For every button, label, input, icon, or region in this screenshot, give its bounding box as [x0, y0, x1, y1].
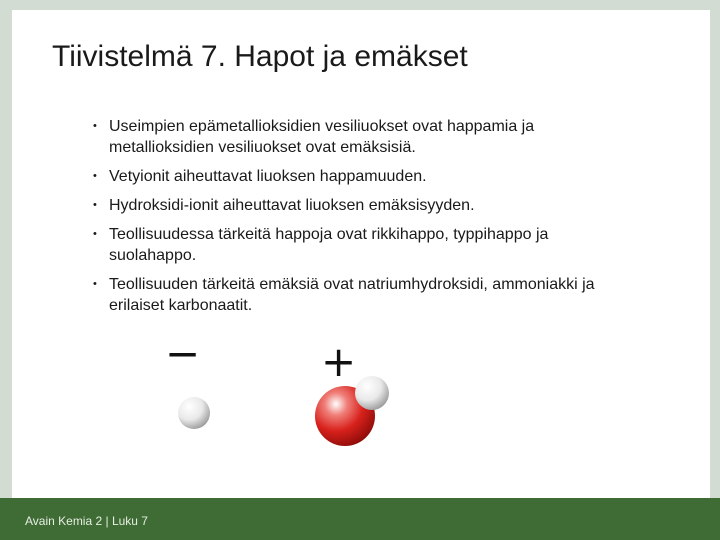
bullet-text: Hydroksidi-ionit aiheuttavat liuoksen emäksisyyden. — [109, 197, 475, 214]
bullet-text: Vetyionit aiheuttavat liuoksen happamuuden. — [109, 168, 427, 185]
minus-sign: − — [165, 329, 201, 378]
bullet-marker: • — [93, 199, 97, 211]
footer-text: Avain Kemia 2 | Luku 7 — [25, 514, 148, 528]
bullet-marker: • — [93, 228, 97, 240]
bullet-marker: • — [93, 170, 97, 182]
hydrogen-ion-atom — [178, 397, 210, 429]
bullet-marker: • — [93, 120, 97, 132]
slide-title: Tiivistelmä 7. Hapot ja emäkset — [52, 40, 468, 73]
bullet-text: Teollisuuden tärkeitä emäksiä ovat natriumhydroksidi, ammoniakki ja erilaiset karbonaatit. — [109, 276, 595, 314]
plus-sign: + — [321, 337, 357, 386]
bullet-marker: • — [93, 278, 97, 290]
hydrogen-atom — [355, 376, 389, 410]
bullet-text: Teollisuudessa tärkeitä happoja ovat rikkihappo, typpihappo ja suolahappo. — [109, 226, 549, 264]
footer-bar — [0, 498, 720, 540]
bullet-text: Useimpien epämetallioksidien vesiliuokset ovat happamia ja metallioksidien vesiliuokset ovat emäksisiä. — [109, 118, 535, 156]
